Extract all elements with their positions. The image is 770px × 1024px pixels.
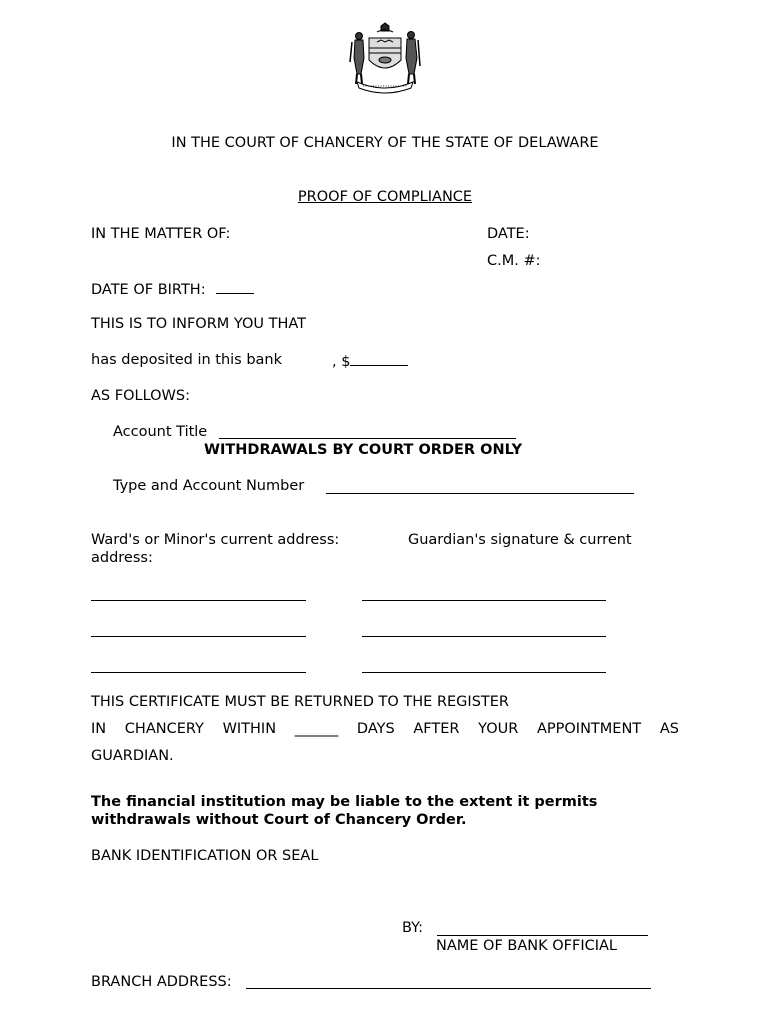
guardian-line-2[interactable] [362,636,606,637]
type-account-label: Type and Account Number [113,478,305,494]
delaware-state-seal-icon [347,22,423,96]
certificate-line-3: GUARDIAN. [91,748,174,764]
account-title-blank[interactable] [219,438,516,439]
type-account-blank[interactable] [326,493,634,494]
guardian-line-3[interactable] [362,672,606,673]
address-wrap-text: address: [91,550,153,566]
cert-word: YOUR [478,721,519,737]
cert-word: AS [659,721,679,737]
guardian-line-1[interactable] [362,600,606,601]
amount-blank[interactable] [350,351,408,366]
ward-address-label: Ward's or Minor's current address: [91,532,340,548]
ward-address-line-1[interactable] [91,600,306,601]
matter-label: IN THE MATTER OF: [91,226,231,242]
cert-word: AFTER [413,721,460,737]
cert-word: DAYS [356,721,395,737]
dob-label: DATE OF BIRTH: [91,282,206,298]
ward-address-line-2[interactable] [91,636,306,637]
certificate-line-1: THIS CERTIFICATE MUST BE RETURNED TO THE REGISTER [91,694,509,710]
bank-id-label: BANK IDENTIFICATION OR SEAL [91,848,319,864]
cert-word: WITHIN [222,721,277,737]
liability-line-1: The financial institution may be liable to the extent it permits [91,794,598,810]
account-title-label: Account Title [113,424,208,440]
ward-address-line-3[interactable] [91,672,306,673]
withdrawals-notice: WITHDRAWALS BY COURT ORDER ONLY [204,442,523,458]
deposited-text: has deposited in this bank [91,352,283,368]
by-label: BY: [402,920,423,936]
days-blank[interactable]: ______ [294,721,339,737]
document-title: PROOF OF COMPLIANCE [297,189,473,205]
inform-text: THIS IS TO INFORM YOU THAT [91,316,307,332]
amount-prefix: , $ [332,354,351,370]
date-label: DATE: [487,226,530,242]
certificate-line-2 [91,720,679,738]
bank-official-label: NAME OF BANK OFFICIAL [436,938,618,954]
dob-field [91,279,254,299]
bank-official-signature-line[interactable] [437,935,648,936]
branch-address-line[interactable] [246,988,651,989]
cert-word: IN [91,721,107,737]
court-title: IN THE COURT OF CHANCERY OF THE STATE OF DELAWARE [171,135,599,151]
guardian-signature-label: Guardian's signature & current [408,532,632,548]
amount-field [332,351,408,371]
liability-line-2: withdrawals without Court of Chancery Order. [91,812,467,828]
cm-number-label: C.M. #: [487,253,541,269]
as-follows-text: AS FOLLOWS: [91,388,190,404]
cert-word: CHANCERY [124,721,204,737]
dob-blank[interactable] [216,279,254,294]
branch-address-label: BRANCH ADDRESS: [91,974,232,990]
cert-word: APPOINTMENT [536,721,642,737]
